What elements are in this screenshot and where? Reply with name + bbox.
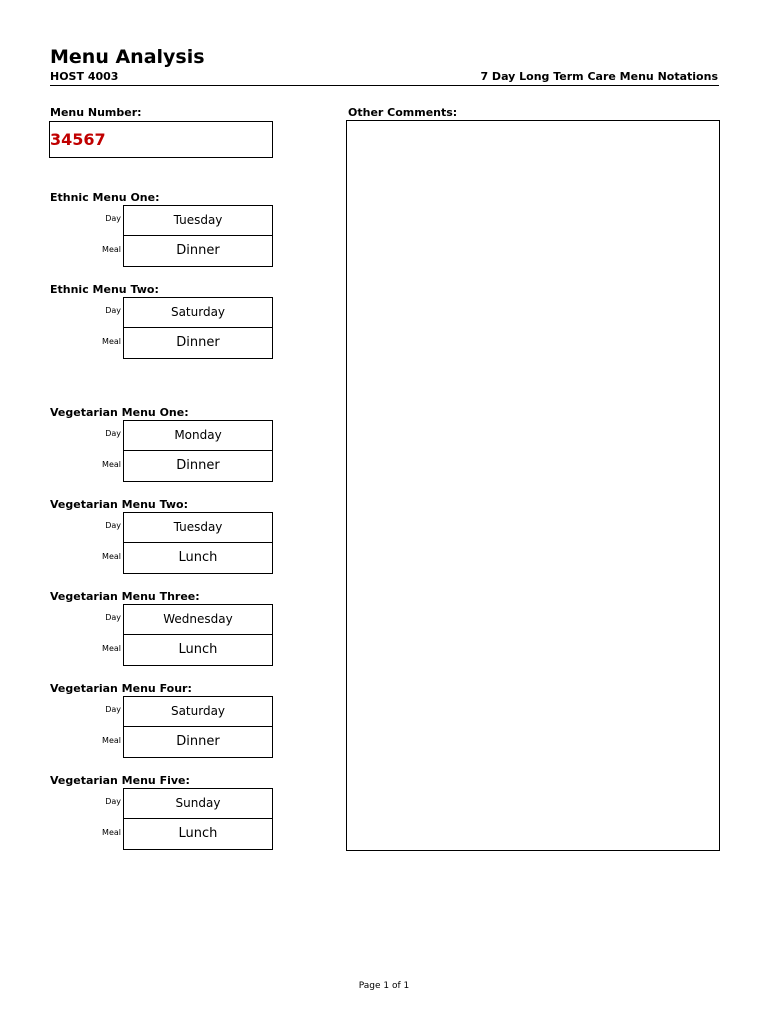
section-vegetarian-menu-four (50, 681, 274, 765)
day-row (50, 205, 274, 236)
day-label: Day (105, 214, 121, 223)
day-label: Day (105, 705, 121, 714)
day-field[interactable]: Saturday (123, 696, 273, 727)
section-vegetarian-menu-three (50, 589, 274, 673)
menu-number-field[interactable] (49, 121, 273, 158)
day-row (50, 297, 274, 328)
other-comments-label: Other Comments: (348, 106, 458, 119)
page-title: Menu Analysis (50, 46, 205, 68)
page-number: Page 1 of 1 (358, 981, 410, 991)
meal-row (50, 819, 274, 850)
section-vegetarian-menu-two (50, 497, 274, 581)
meal-row (50, 635, 274, 666)
meal-field[interactable]: Dinner (123, 236, 273, 267)
meal-label: Meal (102, 245, 121, 254)
day-label: Day (105, 613, 121, 622)
day-field[interactable]: Sunday (123, 788, 273, 819)
menu-number-label: Menu Number: (50, 106, 142, 119)
section-vegetarian-menu-one (50, 405, 274, 489)
meal-row (50, 236, 274, 267)
other-comments-field[interactable] (346, 120, 720, 851)
day-label: Day (105, 521, 121, 530)
section-ethnic-menu-one (50, 190, 274, 274)
meal-field[interactable]: Lunch (123, 635, 273, 666)
meal-row (50, 328, 274, 359)
meal-label: Meal (102, 736, 121, 745)
meal-field[interactable]: Dinner (123, 451, 273, 482)
meal-field[interactable]: Dinner (123, 328, 273, 359)
meal-label: Meal (102, 337, 121, 346)
day-label: Day (105, 306, 121, 315)
meal-label: Meal (102, 460, 121, 469)
section-label: Vegetarian Menu One: (50, 406, 189, 419)
day-label: Day (105, 429, 121, 438)
day-field[interactable]: Saturday (123, 297, 273, 328)
meal-row (50, 727, 274, 758)
day-label: Day (105, 797, 121, 806)
header-rule (50, 85, 719, 86)
menu-number-value: 34567 (50, 130, 106, 149)
day-row (50, 696, 274, 727)
meal-label: Meal (102, 552, 121, 561)
section-label: Vegetarian Menu Three: (50, 590, 200, 603)
meal-row (50, 451, 274, 482)
section-label: Ethnic Menu Two: (50, 283, 159, 296)
section-label: Vegetarian Menu Two: (50, 498, 188, 511)
meal-field[interactable]: Dinner (123, 727, 273, 758)
day-row (50, 604, 274, 635)
course-code: HOST 4003 (50, 70, 119, 83)
day-field[interactable]: Tuesday (123, 512, 273, 543)
meal-label: Meal (102, 828, 121, 837)
document-type: 7 Day Long Term Care Menu Notations (480, 70, 718, 83)
day-row (50, 788, 274, 819)
day-row (50, 512, 274, 543)
meal-label: Meal (102, 644, 121, 653)
meal-field[interactable]: Lunch (123, 543, 273, 574)
section-ethnic-menu-two (50, 282, 274, 366)
meal-field[interactable]: Lunch (123, 819, 273, 850)
section-label: Ethnic Menu One: (50, 191, 160, 204)
day-field[interactable]: Monday (123, 420, 273, 451)
day-field[interactable]: Wednesday (123, 604, 273, 635)
section-label: Vegetarian Menu Five: (50, 774, 190, 787)
day-row (50, 420, 274, 451)
day-field[interactable]: Tuesday (123, 205, 273, 236)
meal-row (50, 543, 274, 574)
section-vegetarian-menu-five (50, 773, 274, 857)
section-label: Vegetarian Menu Four: (50, 682, 192, 695)
